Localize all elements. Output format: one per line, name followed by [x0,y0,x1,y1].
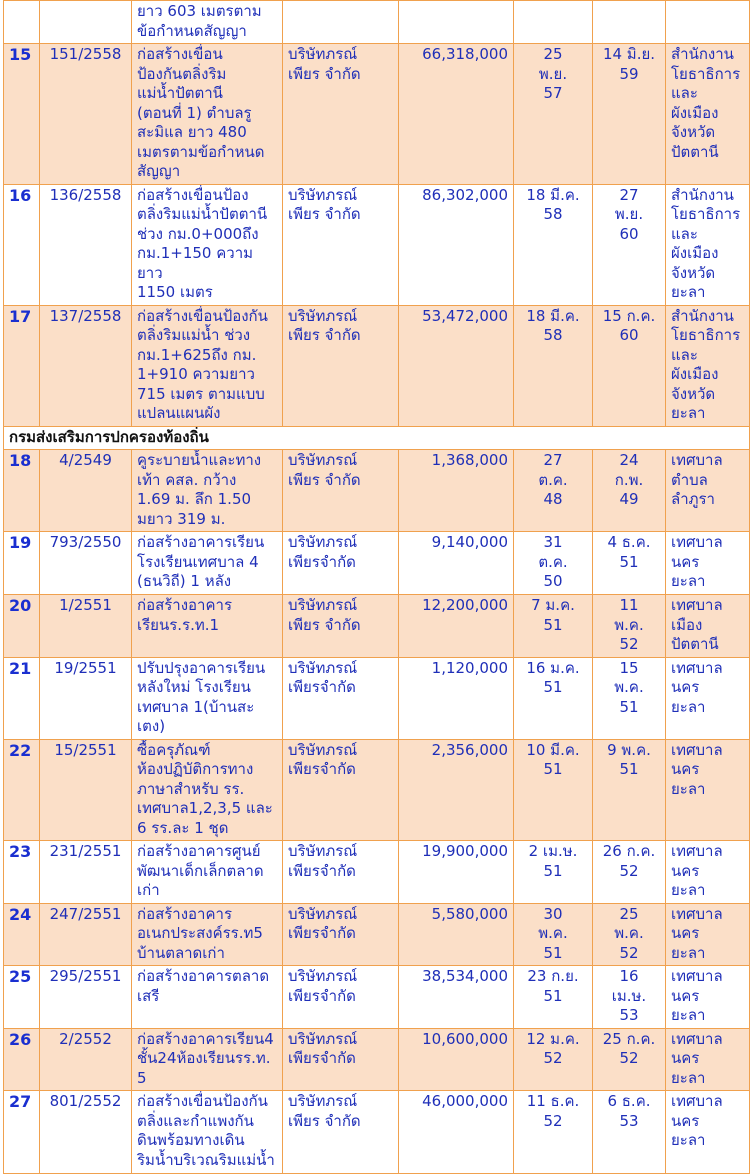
contract-table-body [4,1,750,1174]
end-date [593,1091,666,1174]
table-row [4,595,750,658]
end-date-text: 11 พ.ค. 52 [614,596,644,653]
contractor-name [283,532,399,595]
agency-name [666,184,750,305]
table-row [4,1028,750,1091]
contractor-name-text: บริษัทภรณ์ เพียร จำกัด [288,1092,361,1130]
contract-amount-text: 46,000,000 [422,1092,508,1110]
contract-amount [399,841,514,904]
project-description-text: ก่อสร้างเขื่อนป้องกัน ตลิ่งและกำแพงกัน ดินพร้อมทางเดิน ริมน้ำบริเวณริมแม่น้ำ [137,1092,275,1169]
contract-amount-text: 12,200,000 [422,596,508,614]
start-date-text: 18 มี.ค. 58 [526,306,580,344]
start-date-text: 25 พ.ย. 57 [538,45,568,102]
row-number-text: 23 [9,842,32,861]
project-description-text: ก่อสร้างอาคาร อเนกประสงค์รร.ท5 บ้านตลาดเก่า [137,904,263,962]
contract-amount [399,657,514,739]
row-number [4,595,40,658]
contract-amount-text: 19,900,000 [422,842,508,860]
contract-number [40,184,132,305]
row-number-text: 21 [9,658,32,678]
contract-number-text: 4/2549 [59,451,112,469]
contract-amount-text: 86,302,000 [422,185,508,204]
contractor-name [283,1091,399,1174]
row-number [4,184,40,305]
start-date-text: 30 พ.ค. 51 [538,904,568,962]
start-date [514,966,593,1029]
agency-name [666,1091,750,1174]
row-number [4,841,40,904]
contract-amount [399,450,514,532]
contractor-name-text: บริษัทภรณ์ เพียรจำกัด [288,740,358,778]
row-number-text: 16 [9,185,32,205]
contract-amount [399,739,514,841]
contractor-name-text: บริษัทภรณ์ เพียร จำกัด [288,185,361,223]
agency-name-text: เทศบาลเมือง ปัตตานี [671,596,723,653]
contractor-name [283,450,399,532]
start-date-text: 2 เม.ษ. 51 [528,842,578,880]
project-description-text: ก่อสร้างอาคารเรียน โรงเรียนเทศบาล 4 (ธนวิถี) 1 หลัง [137,533,265,590]
contractor-name [283,657,399,739]
agency-name-text: เทศบาลนคร ยะลา [671,842,723,899]
end-date [593,305,666,426]
contract-number [40,966,132,1029]
contractor-name [283,595,399,658]
contract-amount [399,44,514,185]
table-row [4,1091,750,1174]
end-date-text: 4 ธ.ค. 51 [607,533,651,571]
end-date-text: 15 พ.ค. 51 [614,658,644,716]
agency-name [666,305,750,426]
table-row [4,657,750,739]
contract-amount-text: 5,580,000 [431,904,508,923]
row-number-text: 17 [9,306,32,326]
start-date-text: 23 ก.ย. 51 [527,967,579,1005]
project-description [132,841,283,904]
contract-amount [399,903,514,966]
end-date [593,450,666,532]
contract-amount [399,1,514,44]
start-date [514,1028,593,1091]
start-date [514,595,593,658]
contract-number-text: 247/2551 [49,904,122,923]
contract-amount-text: 9,140,000 [431,533,508,551]
start-date [514,305,593,426]
start-date-text: 10 มี.ค. 51 [526,740,580,778]
end-date-text: 25 ก.ค. 52 [602,1029,656,1067]
start-date-text: 16 ม.ค. 51 [526,658,580,696]
contractor-name-text: บริษัทภรณ์ เพียรจำกัด [288,904,358,942]
row-number [4,1091,40,1174]
start-date [514,450,593,532]
contractor-name [283,739,399,841]
table-row [4,903,750,966]
start-date [514,739,593,841]
agency-name [666,657,750,739]
start-date-text: 12 ม.ค. 52 [526,1029,580,1067]
contractor-name-text: บริษัทภรณ์ เพียรจำกัด [288,533,358,571]
project-description-text: คูระบายน้ำและทาง เท้า คสล. กว้าง 1.69 ม. ลึก 1.50 มยาว 319 ม. [137,451,262,528]
end-date-text: 14 มิ.ย. 59 [602,45,656,83]
table-row [4,305,750,426]
end-date [593,595,666,658]
agency-name [666,450,750,532]
end-date [593,184,666,305]
contract-number-text: 19/2551 [54,658,117,677]
contractor-name [283,44,399,185]
contractor-name [283,1,399,44]
contract-number-text: 793/2550 [49,533,122,551]
start-date-text: 18 มี.ค. 58 [526,185,580,223]
contract-amount-text: 10,600,000 [422,1029,508,1048]
contractor-name-text: บริษัทภรณ์ เพียร จำกัด [288,451,361,489]
contractor-name-text: บริษัทภรณ์ เพียรจำกัด [288,842,358,880]
row-number-text: 25 [9,967,32,986]
contractor-name [283,305,399,426]
row-number [4,450,40,532]
contract-amount-text: 53,472,000 [422,306,508,325]
row-number [4,657,40,739]
contract-number-text: 231/2551 [49,842,122,860]
table-row [4,966,750,1029]
end-date-text: 9 พ.ค. 51 [607,740,651,778]
end-date [593,966,666,1029]
contract-amount [399,184,514,305]
contractor-name [283,903,399,966]
end-date [593,739,666,841]
table-row [4,841,750,904]
contract-number-text: 136/2558 [49,185,122,204]
agency-name [666,1,750,44]
project-description-text: ก่อสร้างอาคารเรียน4 ชั้น24ห้องเรียนรร.ท. 5 [137,1029,274,1087]
start-date [514,184,593,305]
project-description-text: ซื้อครุภัณฑ์ ห้องปฏิบัติการทาง ภาษาสำหรับ รร. เทศบาล1,2,3,5 และ 6 รร.ละ 1 ชุด [137,740,273,837]
agency-name-text: เทศบาลนคร ยะลา [671,1092,723,1149]
contract-amount [399,595,514,658]
agency-name [666,532,750,595]
project-description [132,1,283,44]
table-row [4,184,750,305]
contract-number [40,657,132,739]
start-date-text: 7 ม.ค. 51 [531,596,575,634]
contract-number-text: 151/2558 [49,45,122,63]
contract-number [40,1091,132,1174]
contractor-name [283,966,399,1029]
section-header-row [4,426,750,450]
end-date [593,532,666,595]
row-number-text: 20 [9,596,32,615]
row-number [4,1028,40,1091]
end-date-text: 27 พ.ย. 60 [614,185,644,243]
contractor-name [283,841,399,904]
agency-name [666,739,750,841]
contract-number [40,1028,132,1091]
row-number-text: 18 [9,451,32,470]
end-date-text: 24 ก.พ. 49 [614,451,644,508]
contract-number-text: 137/2558 [49,306,122,325]
contractor-name [283,184,399,305]
end-date [593,1028,666,1091]
row-number [4,305,40,426]
project-description-text: ก่อสร้างอาคาร เรียนร.ร.ท.1 [137,596,232,634]
row-number-text: 27 [9,1092,32,1111]
row-number-text: 15 [9,45,32,64]
project-description-text: ก่อสร้างอาคารตลาด เสรี [137,967,270,1005]
start-date [514,657,593,739]
project-description-text: ก่อสร้างเขื่อน ป้องกันตลิ่งริม แม่น้ำปัตตานี (ตอนที่ 1) ตำบลรู สะมิแล ยาว 480 เมตรตามข้อกำหนด สัญญา [137,45,265,180]
contract-amount [399,1028,514,1091]
row-number [4,903,40,966]
end-date [593,841,666,904]
start-date-text: 27 ต.ค. 48 [538,451,568,508]
contract-number [40,595,132,658]
end-date [593,1,666,44]
agency-name-text: เทศบาลนคร ยะลา [671,533,723,590]
contract-number [40,450,132,532]
project-description [132,532,283,595]
start-date [514,532,593,595]
project-description [132,305,283,426]
project-description [132,739,283,841]
contractor-name-text: บริษัทภรณ์ เพียรจำกัด [288,1029,358,1067]
contractor-name-text: บริษัทภรณ์ เพียร จำกัด [288,306,361,344]
contract-amount [399,966,514,1029]
row-number-text: 19 [9,533,32,552]
end-date [593,44,666,185]
agency-name-text: เทศบาลนคร ยะลา [671,967,723,1024]
project-description [132,657,283,739]
contract-amount-text: 1,368,000 [431,451,508,469]
start-date [514,1,593,44]
project-description-text: ปรับปรุงอาคารเรียน หลังใหม่ โรงเรียน เทศบาล 1(บ้านสะ เตง) [137,658,266,735]
agency-name [666,841,750,904]
start-date [514,903,593,966]
end-date-text: 26 ก.ค. 52 [602,842,656,880]
project-description [132,595,283,658]
agency-name-text: สำนักงาน โยธาธิการ และผังเมือง จังหวัดยะลา [671,306,741,422]
agency-name [666,1028,750,1091]
row-number [4,44,40,185]
contract-number [40,1,132,44]
end-date-text: 16 เม.ษ. 53 [611,967,647,1024]
row-number [4,739,40,841]
table-row [4,44,750,185]
project-description [132,184,283,305]
contract-number [40,903,132,966]
row-number [4,966,40,1029]
row-number-text: 22 [9,740,32,760]
agency-name [666,966,750,1029]
agency-name-text: เทศบาลตำบล ลำภูรา [671,451,723,508]
contract-amount-text: 66,318,000 [422,45,508,63]
contract-amount [399,532,514,595]
contract-amount-text: 38,534,000 [422,967,508,985]
contract-number-text: 2/2552 [59,1029,112,1048]
start-date [514,841,593,904]
contract-number [40,841,132,904]
table-row [4,450,750,532]
table-row [4,532,750,595]
contract-number [40,305,132,426]
contract-number-text: 1/2551 [59,596,112,614]
table-row [4,1,750,44]
project-description [132,1028,283,1091]
agency-name [666,595,750,658]
project-description [132,1091,283,1174]
project-description [132,450,283,532]
section-title: กรมส่งเสริมการปกครองท้องถิ่น [4,426,750,450]
contract-amount [399,1091,514,1174]
contractor-name-text: บริษัทภรณ์ เพียรจำกัด [288,967,358,1005]
contract-number [40,739,132,841]
row-number-text: 26 [9,1029,32,1049]
project-description-text: ก่อสร้างเขื่อนป้องกัน ตลิ่งริมแม่น้ำ ช่วง กม.1+625ถึง กม. 1+910 ความยาว 715 เมตร ตามแบบ แปลนแผนผัง [137,306,268,422]
row-number-text: 24 [9,904,32,924]
contract-number-text: 15/2551 [54,740,117,759]
end-date-text: 25 พ.ค. 52 [614,904,644,962]
contractor-name-text: บริษัทภรณ์ เพียร จำกัด [288,596,361,634]
start-date-text: 11 ธ.ค. 52 [526,1092,580,1130]
project-description [132,44,283,185]
table-row [4,739,750,841]
project-description-text: ก่อสร้างอาคารศูนย์ พัฒนาเด็กเล็กตลาด เก่า [137,842,264,899]
contract-number-text: 801/2552 [49,1092,122,1110]
row-number [4,532,40,595]
project-description [132,903,283,966]
agency-name-text: สำนักงาน โยธาธิการ และผังเมือง จังหวัด ปัตตานี [671,45,741,161]
agency-name-text: เทศบาลนคร ยะลา [671,658,723,716]
contract-amount [399,305,514,426]
agency-name [666,44,750,185]
contract-amount-text: 1,120,000 [431,658,508,677]
contract-number [40,44,132,185]
agency-name-text: เทศบาลนคร ยะลา [671,1029,723,1087]
contract-number [40,532,132,595]
project-description-text: ก่อสร้างเขื่อนป้อง ตลิ่งริมแม่น้ำปัตตานี ช่วง กม.0+000ถึง กม.1+150 ความยาว 1150 เมตร [137,185,268,301]
end-date-text: 6 ธ.ค. 53 [607,1092,651,1130]
contract-table [3,0,750,1174]
end-date-text: 15 ก.ค. 60 [602,306,656,344]
project-description [132,966,283,1029]
end-date [593,903,666,966]
agency-name-text: เทศบาลนคร ยะลา [671,904,723,962]
start-date-text: 31 ต.ค. 50 [538,533,568,590]
contractor-name-text: บริษัทภรณ์ เพียร จำกัด [288,45,361,83]
contract-number-text: 295/2551 [49,967,122,985]
contractor-name [283,1028,399,1091]
row-number [4,1,40,44]
agency-name-text: สำนักงาน โยธาธิการ และผังเมือง จังหวัดยะลา [671,185,741,301]
contractor-name-text: บริษัทภรณ์ เพียรจำกัด [288,658,358,696]
contract-amount-text: 2,356,000 [431,740,508,759]
end-date [593,657,666,739]
start-date [514,44,593,185]
agency-name-text: เทศบาลนคร ยะลา [671,740,723,798]
agency-name [666,903,750,966]
project-description-text: ยาว 603 เมตรตาม ข้อกำหนดสัญญา [137,2,262,40]
start-date [514,1091,593,1174]
